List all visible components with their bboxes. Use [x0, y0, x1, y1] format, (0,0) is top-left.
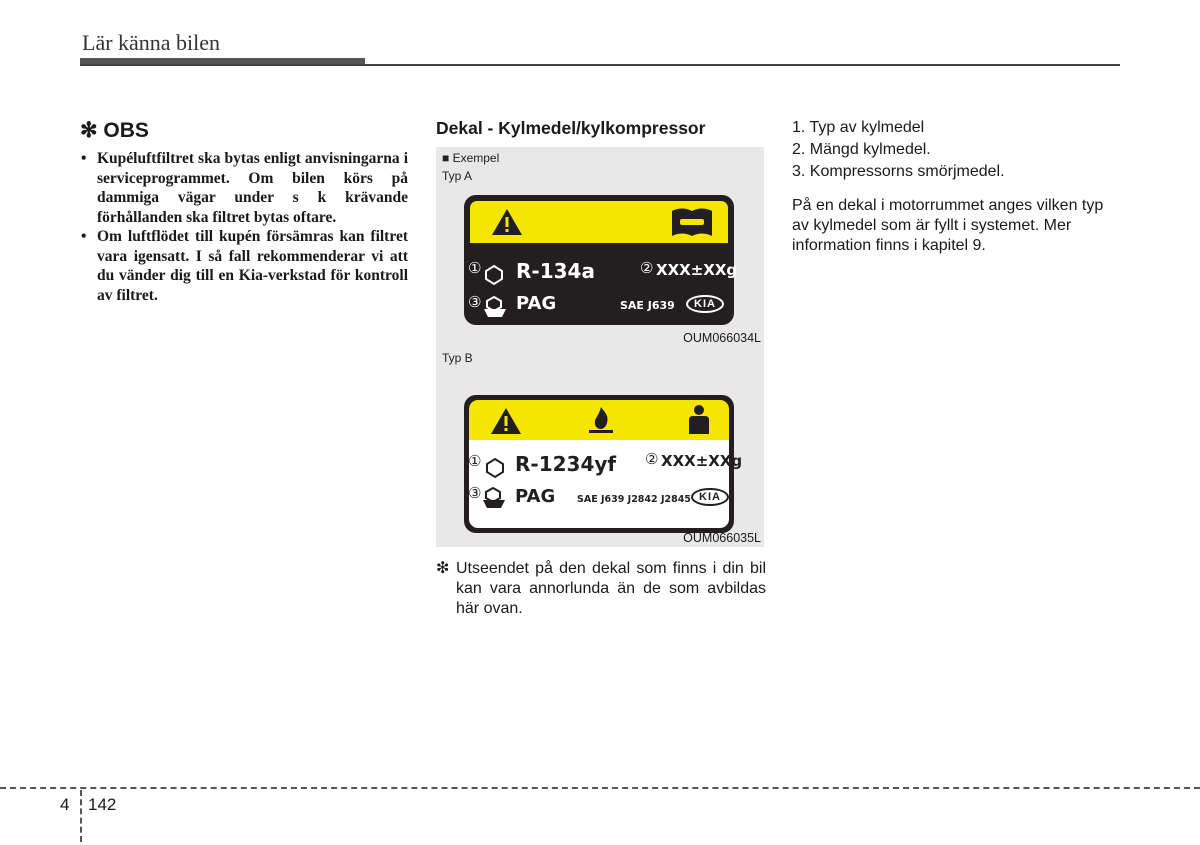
kia-logo: KIA	[691, 488, 729, 506]
page-header-title: Lär känna bilen	[82, 30, 221, 55]
legend-column	[792, 118, 1122, 256]
header-rule	[80, 64, 1120, 66]
obs-box	[80, 118, 408, 305]
person-protection-icon	[685, 404, 713, 436]
manual-icon	[670, 205, 714, 239]
legend-item: 2. Mängd kylmedel.	[792, 141, 931, 158]
refrigerant-type: R-134a	[516, 259, 595, 283]
legend-item: 1. Typ av kylmedel	[792, 119, 925, 136]
obs-item: • Kupéluftfiltret ska bytas enligt anvisningarna i serviceprogrammet. Om bilen körs på dammiga vägar under s k krävande förhållanden ska filtret bytas oftare.	[80, 149, 408, 227]
oil-type: PAG	[516, 293, 557, 314]
figure-code-b: OUM066035L	[683, 531, 761, 545]
number-3: ③	[468, 484, 482, 502]
number-1: ①	[468, 452, 482, 470]
oil-can-icon	[482, 295, 508, 319]
number-2: ②	[640, 259, 654, 277]
figure-note	[436, 559, 766, 619]
type-a-label: Typ A	[442, 169, 473, 183]
obs-title: ✻ OBS	[80, 119, 149, 142]
note-mark: ❇	[436, 560, 450, 577]
page-number: 142	[88, 795, 117, 814]
note-text: Utseendet på den dekal som finns i din bil kan vara annorlunda än de som avbildas här ovan.	[456, 560, 766, 617]
refrigerant-icon	[482, 263, 506, 287]
obs-item: • Om luftflödet till kupén försämras kan filtret vara igensatt. I så fall rekommenderar vi att du vänder dig till en Kia-verkstad för kontroll av filtret.	[80, 227, 408, 305]
flammable-icon	[587, 405, 615, 435]
legend-list	[792, 118, 1122, 182]
warning-band	[469, 400, 729, 440]
warning-triangle-icon	[490, 207, 524, 237]
warning-band	[470, 201, 728, 243]
oil-type: PAG	[515, 486, 556, 507]
number-3: ③	[468, 293, 482, 311]
decal-body	[468, 440, 743, 528]
refrigerant-type: R-1234yf	[515, 452, 617, 476]
figure-type-b	[436, 347, 764, 547]
sae-standard: SAE J639 J2842 J2845	[577, 494, 691, 505]
figure-type-a	[436, 147, 764, 347]
oil-can-icon	[481, 486, 507, 510]
chapter-number: 4	[60, 795, 70, 814]
obs-list	[80, 149, 408, 305]
number-1: ①	[468, 259, 482, 277]
warning-triangle-icon	[489, 406, 523, 436]
sae-standard: SAE J639	[620, 299, 675, 312]
section-title: Dekal - Kylmedel/kylkompressor	[436, 118, 706, 138]
type-b-label: Typ B	[442, 351, 473, 365]
decal-type-a	[464, 195, 738, 325]
figure-code-a: OUM066034L	[683, 331, 761, 345]
number-2: ②	[645, 450, 659, 468]
refrigerant-amount: XXX±XXg	[661, 452, 743, 470]
refrigerant-amount: XXX±XXg	[656, 261, 738, 279]
footer-separator	[80, 790, 82, 842]
legend-item: 3. Kompressorns smörjmedel.	[792, 163, 1005, 180]
footer-rule	[0, 787, 1200, 789]
kia-logo: KIA	[686, 295, 724, 313]
decal-section	[436, 118, 766, 619]
refrigerant-icon	[483, 456, 507, 480]
decal-type-b	[464, 395, 743, 533]
example-label: ■ Exempel	[442, 151, 500, 165]
legend-paragraph: På en dekal i motorrummet anges vilken typ av kylmedel som är fyllt i systemet. Mer information finns i kapitel 9.	[792, 197, 1104, 254]
